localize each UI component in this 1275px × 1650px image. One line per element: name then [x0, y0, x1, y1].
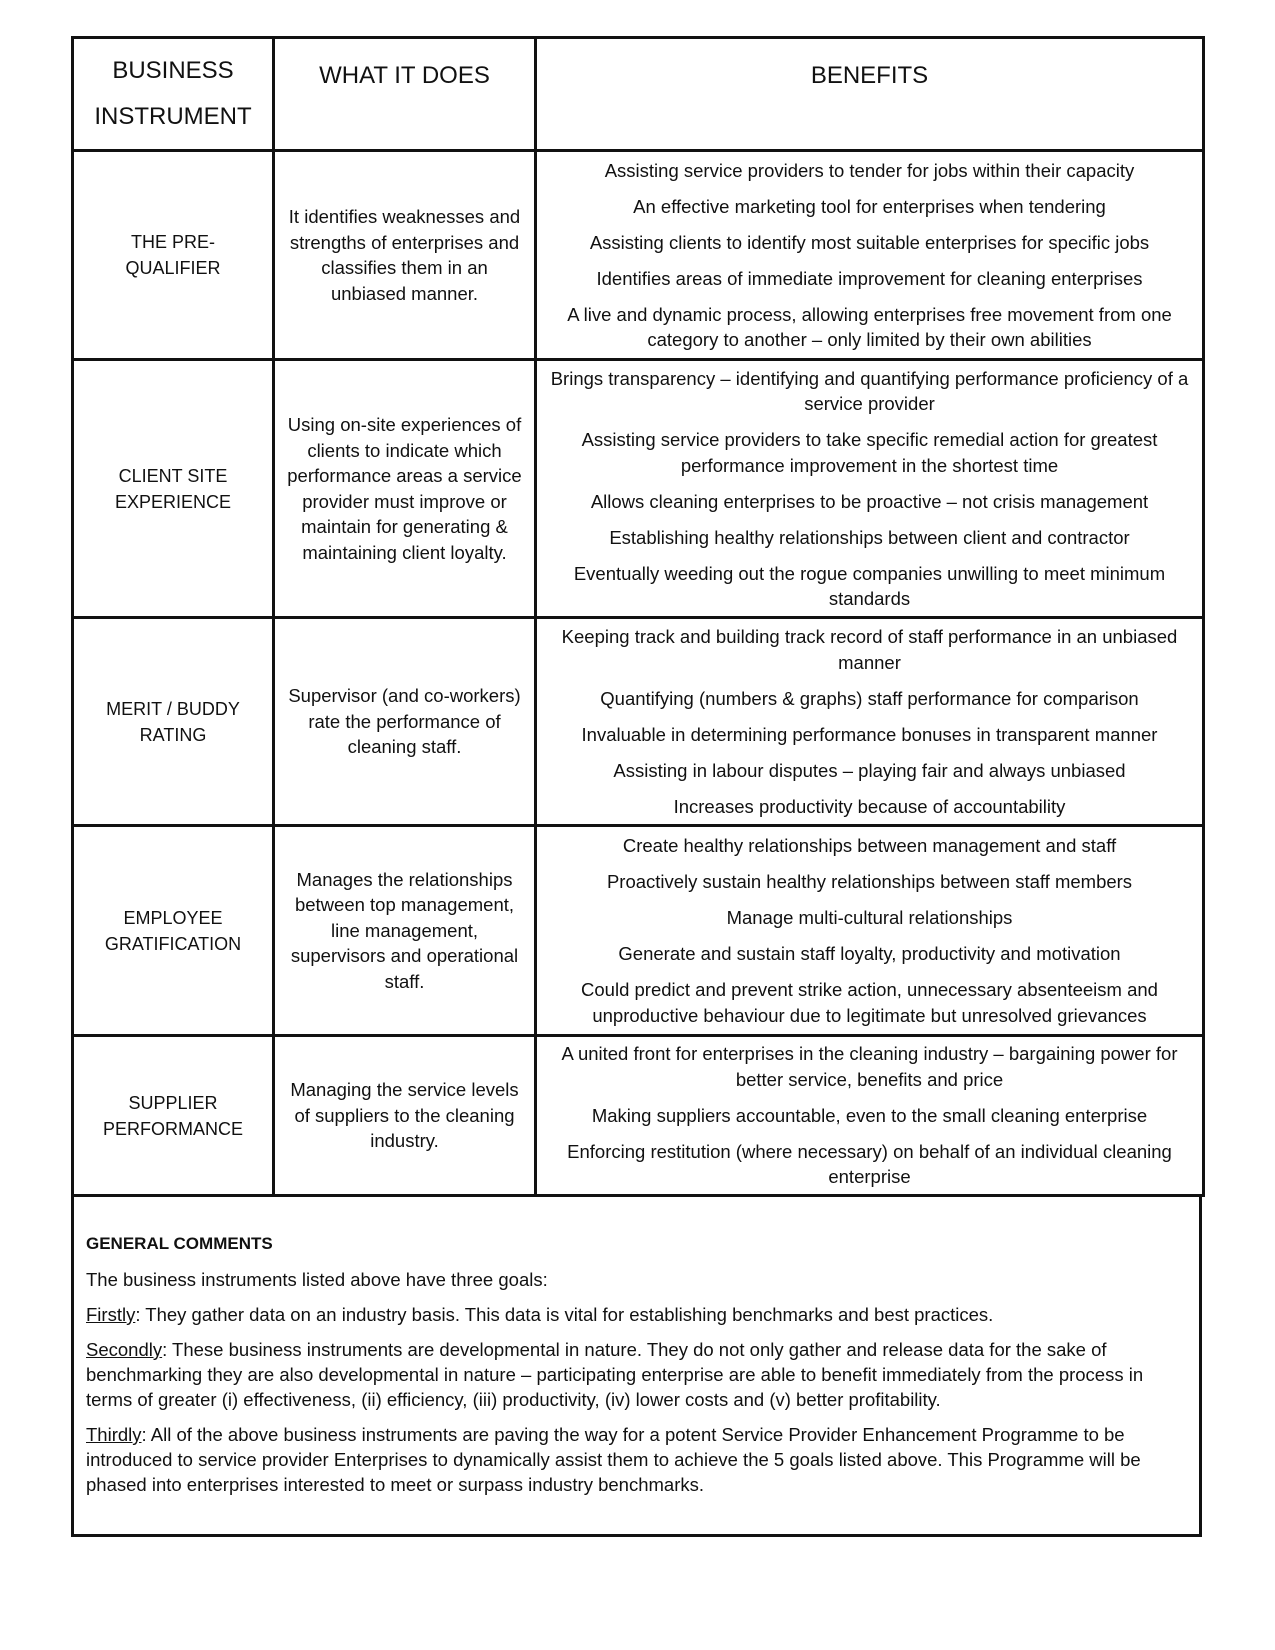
benefit-item: Assisting service providers to tender for jobs within their capacity: [604, 159, 1135, 181]
benefit-item: Create healthy relationships between management and staff: [622, 835, 1117, 856]
benefits-cell: [536, 1036, 1204, 1196]
benefit-item: Assisting in labour disputes – playing fair and always unbiased: [613, 759, 1126, 781]
header-business-instrument: BUSINESS INSTRUMENT: [73, 38, 274, 151]
benefits-cell: [536, 360, 1204, 618]
benefit-item: Eventually weeding out the rogue companies unwilling to meet minimum standards: [573, 562, 1166, 609]
instrument-description: Managing the service levels of suppliers to the cleaning industry.: [274, 1036, 536, 1196]
comment-point-text: : All of the above business instruments are paving the way for a potent Service Provider Enhancement Programme to be introduced to service provider Enterprises to dynamically assist them to achieve the 5 goals listed above. This Programme will be phased into enterprises interested to meet or surpass industry benchmarks.: [86, 1424, 1141, 1495]
comment-point: [86, 1422, 1187, 1497]
instrument-description: Manages the relationships between top management, line management, supervisors and operational staff.: [274, 826, 536, 1036]
benefit-item: Brings transparency – identifying and quantifying performance proficiency of a service provider: [550, 367, 1189, 414]
table-row: [73, 151, 1204, 360]
comment-point: [86, 1337, 1187, 1412]
comment-point-lead: Thirdly: [86, 1424, 142, 1445]
benefit-item: Invaluable in determining performance bonuses in transparent manner: [581, 723, 1158, 745]
comment-point-text: : These business instruments are developmental in nature. They do not only gather and release data for the sake of benchmarking they are also developmental in nature – participating enterprise are able to benefit immediately from the process in terms of greater (i) effectiveness, (ii) efficiency, (iii) productivity, (iv) lower costs and (v) better profitability.: [86, 1339, 1144, 1410]
document: [71, 36, 1202, 1537]
instrument-name: MERIT / BUDDY RATING: [73, 618, 274, 826]
comment-point-text: : They gather data on an industry basis. This data is vital for establishing benchmarks and best practices.: [135, 1304, 994, 1325]
comment-point: [86, 1302, 1187, 1327]
benefit-item: Quantifying (numbers & graphs) staff performance for comparison: [600, 687, 1139, 709]
instrument-name: THE PRE-QUALIFIER: [73, 151, 274, 360]
header-benefits: BENEFITS: [536, 38, 1204, 151]
table-row: [73, 1036, 1204, 1196]
benefit-item: Allows cleaning enterprises to be proactive – not crisis management: [590, 490, 1149, 512]
general-comments-intro: The business instruments listed above have three goals:: [86, 1269, 548, 1290]
instrument-name: EMPLOYEE GRATIFICATION: [73, 826, 274, 1036]
comment-point-lead: Secondly: [86, 1339, 163, 1360]
comment-point-lead: Firstly: [86, 1304, 136, 1325]
general-comments-title: GENERAL COMMENTS: [86, 1234, 273, 1253]
header-what-it-does: WHAT IT DOES: [274, 38, 536, 151]
benefit-item: Making suppliers accountable, even to the small cleaning enterprise: [591, 1104, 1148, 1126]
benefits-cell: [536, 618, 1204, 826]
benefits-cell: [536, 151, 1204, 360]
table-row: [73, 360, 1204, 618]
benefit-item: Assisting clients to identify most suitable enterprises for specific jobs: [589, 231, 1150, 253]
instrument-name: SUPPLIER PERFORMANCE: [73, 1036, 274, 1196]
benefit-item: Manage multi-cultural relationships: [726, 907, 1013, 928]
benefit-item: Generate and sustain staff loyalty, productivity and motivation: [618, 943, 1121, 964]
table-row: [73, 826, 1204, 1036]
instrument-name: CLIENT SITE EXPERIENCE: [73, 360, 274, 618]
benefits-cell: [536, 826, 1204, 1036]
benefit-item: Establishing healthy relationships between client and contractor: [609, 526, 1130, 548]
benefit-item: Enforcing restitution (where necessary) on behalf of an individual cleaning enterprise: [567, 1140, 1172, 1188]
table-row: [73, 618, 1204, 826]
instrument-description: Supervisor (and co-workers) rate the performance of cleaning staff.: [274, 618, 536, 826]
benefit-item: A united front for enterprises in the cleaning industry – bargaining power for better service, benefits and price: [561, 1043, 1178, 1090]
table-header-row: [73, 38, 1204, 151]
benefit-item: Assisting service providers to take specific remedial action for greatest performance improvement in the shortest time: [581, 429, 1158, 476]
benefit-item: Keeping track and building track record of staff performance in an unbiased manner: [561, 626, 1178, 673]
benefit-item: Could predict and prevent strike action, unnecessary absenteeism and unproductive behaviour due to legitimate but unresolved grievances: [581, 979, 1158, 1026]
benefit-item: Proactively sustain healthy relationships between staff members: [606, 871, 1133, 892]
benefit-item: Increases productivity because of accountability: [673, 795, 1066, 817]
benefit-item: Identifies areas of immediate improvement for cleaning enterprises: [596, 267, 1143, 289]
business-instruments-table: [71, 36, 1205, 1197]
benefit-item: An effective marketing tool for enterprises when tendering: [633, 195, 1106, 217]
general-comments-section: [71, 1197, 1202, 1537]
benefit-item: A live and dynamic process, allowing enterprises free movement from one category to another – only limited by their own abilities: [567, 303, 1172, 350]
instrument-description: Using on-site experiences of clients to indicate which performance areas a service provider must improve or maintain for generating & maintaining client loyalty.: [274, 360, 536, 618]
instrument-description: It identifies weaknesses and strengths of enterprises and classifies them in an unbiased manner.: [274, 151, 536, 360]
